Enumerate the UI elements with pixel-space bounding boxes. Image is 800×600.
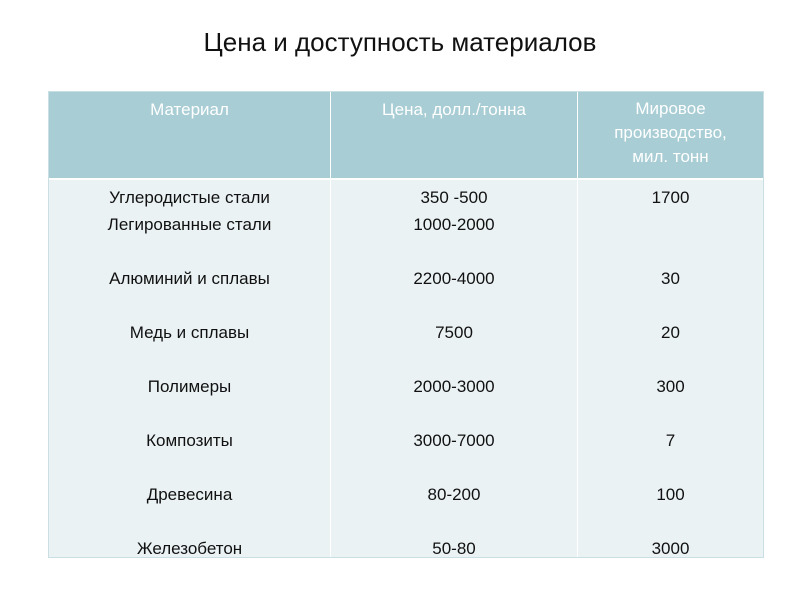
production-cell: 100 — [656, 485, 685, 504]
header-production-line: мил. тонн — [632, 147, 709, 166]
material-cell: Медь и сплавы — [129, 323, 250, 342]
header-price — [331, 92, 577, 178]
material-cell: Алюминий и сплавы — [109, 269, 270, 288]
material-cell: Композиты — [146, 431, 233, 450]
header-production-label — [578, 92, 763, 169]
material-cell: Полимеры — [147, 377, 232, 396]
production-cell: 7 — [665, 431, 676, 450]
price-cell: 80-200 — [427, 485, 481, 504]
price-cell: 2000-3000 — [413, 377, 495, 396]
header-production-line: производство, — [614, 123, 727, 142]
material-cell: Железобетон — [136, 539, 243, 558]
price-cell: 2200-4000 — [413, 269, 495, 288]
header-production — [578, 92, 763, 178]
production-cell: 30 — [661, 269, 680, 288]
header-material-label: Материал — [150, 100, 229, 119]
page-title: Цена и доступность материалов — [203, 27, 597, 57]
production-cell: 1700 — [651, 188, 690, 207]
material-cell: Углеродистые стали — [109, 188, 270, 207]
price-cell: 3000-7000 — [413, 431, 495, 450]
price-cell: 50-80 — [432, 539, 476, 558]
production-cell: 300 — [656, 377, 685, 396]
price-cell: 350 -500 — [420, 188, 488, 207]
header-material — [49, 92, 330, 178]
price-cell: 1000-2000 — [413, 215, 495, 234]
material-cell: Легированные стали — [107, 215, 272, 234]
production-cell: 20 — [661, 323, 680, 342]
header-production-line: Мировое — [635, 99, 706, 118]
production-cell: 3000 — [651, 539, 690, 558]
header-price-label: Цена, долл./тонна — [382, 100, 526, 119]
materials-table — [48, 91, 764, 558]
material-cell: Древесина — [146, 485, 233, 504]
price-cell: 7500 — [435, 323, 473, 342]
